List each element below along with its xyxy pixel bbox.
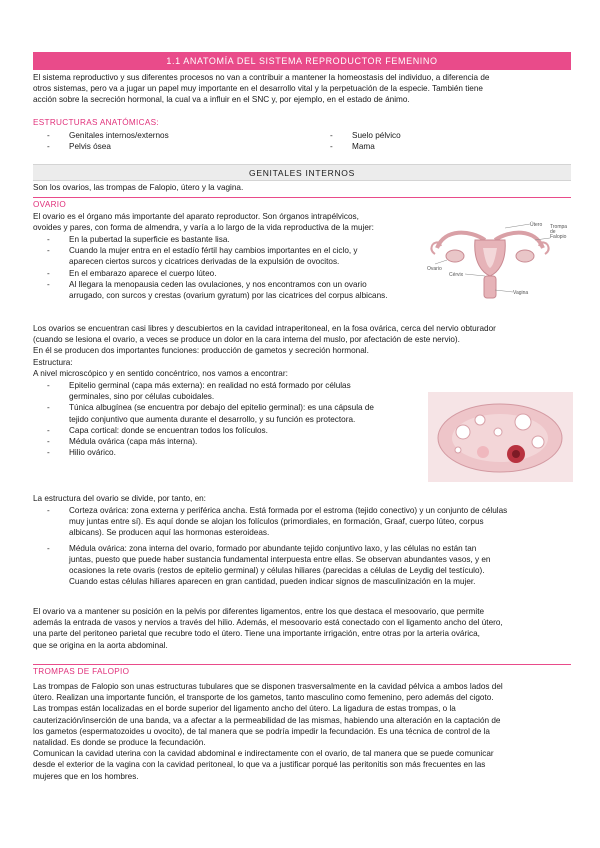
ovario-fixation [33, 606, 578, 651]
label-utero: Útero [530, 222, 543, 228]
estructuras-list-right [316, 130, 556, 152]
uterus-illustration [425, 218, 575, 302]
estructuras-list-left [33, 130, 293, 152]
text-line: El ovario va a mantener su posición en la pelvis por diferentes ligamentos, entre los que destaca el mesoovario, que permite [33, 607, 485, 616]
trompas-heading: TROMPAS DE FALOPIO [33, 667, 130, 676]
label-cervix: Cérvix [449, 272, 464, 278]
text-line: Comunican la cavidad uterina con la cavidad abdominal e indirectamente con el ovario, de tal manera que se puede comunicar [33, 749, 494, 759]
section-title: 1.1 ANATOMÍA DEL SISTEMA REPRODUCTOR FEMENINO [166, 56, 438, 66]
text-line: Estructura: [33, 357, 73, 367]
list-item: - Médula ovárica (capa más interna). [33, 436, 433, 447]
list-item: - Suelo pélvico [316, 130, 556, 141]
text-line: además la entrada de vasos y nervios a través del hilio. Además, el mesoovario está conectado con el ligamento ancho del útero, [33, 618, 503, 628]
divider-line [33, 664, 571, 665]
text-line: Los ovarios se encuentran casi libres y descubiertos en la cavidad intraperitoneal, en la fosa ovárica, cerca del nervio obturador [33, 324, 496, 333]
label-vagina: Vagina [513, 290, 529, 296]
ovario-micro-bullets [33, 380, 433, 458]
text-line: los gametos (espermatozoides u ovocito), de tal manera que se podría impedir la fecundación. Es una técnica de control de la [33, 726, 490, 736]
ovario-life-bullets [33, 234, 433, 301]
text-line: útero. Realizan una importante función, el transporte de los gametos, tanto masculino como femenino, pero además del cigoto. [33, 693, 494, 703]
list-item: - Al llegara la menopausia ceden las ovulaciones, y nos encontramos con un ovario arrugado, con surcos y crestas (ovarium gyratum) por las cicatrices del corpus albicans. [33, 279, 433, 301]
text-line: que se origina en la aorta abdominal. [33, 640, 168, 650]
list-item: - Genitales internos/externos [33, 130, 293, 141]
list-item: - Hilio ovárico. [33, 447, 433, 458]
section-title-bar [33, 52, 571, 70]
text-line: (cuando se lesiona el ovario, a veces se produce un dolor en la cara interna del muslo, por afectación de este nervio). [33, 335, 460, 345]
genitales-heading: GENITALES INTERNOS [249, 167, 355, 178]
intro-line: El sistema reproductivo y sus diferentes procesos no van a contribuir a mantener la homeostasis del individuo, a diferencia de [33, 73, 490, 82]
genitales-heading-bar [33, 164, 571, 181]
intro-line: acción sobre la secreción hormonal, la cual va a influir en el SNC y, por ejemplo, en el estado de ánimo. [33, 95, 410, 105]
ovario-intro [33, 211, 428, 233]
ovary-illustration [428, 392, 573, 482]
ovario-paragraph [33, 323, 573, 379]
text-line: ovoides y pares, con forma de almendra, y varía a lo largo de la vida reproductiva de la mujer: [33, 223, 374, 233]
divider-line [33, 197, 571, 198]
label-ovario: Ovario [427, 266, 442, 272]
text-line: una parte del peritoneo parietal que recubre todo el útero. Tiene una importante irrigación, entre otras por la arteria ovárica, [33, 629, 480, 639]
intro-paragraph [33, 72, 573, 106]
intro-line: otros sistemas, pero va a jugar un papel muy importante en el desarrollo vital y la perpetuación de la especie. También tiene [33, 84, 483, 94]
list-item: - Corteza ovárica: zona externa y periférica ancha. Está formada por el estroma (tejido conectivo) y un conjunto de células muy juntas entre sí). Es aquí donde se alojan los folículos (primordiales, en formación, Graaf, cuerpo lúteo, corpus albicans). Se producen aquí las hormonas esteroideas. [33, 505, 578, 539]
text-line: natalidad. Es donde se produce la fecundación. [33, 738, 206, 748]
list-item: - En la pubertad la superficie es bastante lisa. [33, 234, 433, 245]
list-item: - Epitelio germinal (capa más externa): en realidad no está formado por células germinales, sino por células cuboidales. [33, 380, 433, 402]
list-item: - Médula ovárica: zona interna del ovario, formado por abundante tejido conjuntivo laxo, y las células no están tan juntas, puesto que puede haber sustancia fundamental interpuesta entre ellas. Se observan abundantes vasos, y en ocasiones la rete ovaris (restos de epitelio germinal) y células hiliares (parecidas a células de Leydig del testículo). Cuando estas células hiliares aparecen en gran cantidad, pueden indicar signos de masculinización en la mujer. [33, 543, 578, 588]
genitales-text: Son los ovarios, las trompas de Falopio, útero y la vagina. [33, 183, 244, 192]
text-line: cauterización/inserción de una banda, va a afectar a la permeabilidad de las mismas, habiendo una alteración en la captación de [33, 715, 501, 725]
list-item: - Cuando la mujer entra en el estadío fértil hay cambios importantes en el ciclo, y aparecen ciertos surcos y cicatrices derivadas de la expulsión de ovocitos. [33, 245, 433, 267]
text-line: Las trompas de Falopio son unas estructuras tubulares que se disponen trasversalmente en la cavidad pélvica a ambos lados del [33, 682, 503, 691]
list-item: - Mama [316, 141, 556, 152]
text-line: En él se producen dos importantes funciones: producción de gametos y secreción hormonal. [33, 346, 369, 356]
text-line: Las trompas están localizadas en el borde superior del ligamento ancho del útero. La ligadura de estas trompas, o la [33, 704, 456, 714]
text-line: El ovario es el órgano más importante del aparato reproductor. Son órganos intrapélvicos, [33, 212, 359, 221]
estructuras-heading: ESTRUCTURAS ANATÓMICAS: [33, 118, 159, 127]
list-item: - Pelvis ósea [33, 141, 293, 152]
trompas-paragraph [33, 681, 578, 782]
ovario-heading: OVARIO [33, 200, 67, 209]
text-line: A nivel microscópico y en sentido concéntrico, nos vamos a encontrar: [33, 368, 288, 378]
label-trompa: Trompa de Falopio [550, 224, 568, 240]
text-line: desde el exterior de la vagina con la cavidad peritoneal, lo que va a justificar porqué las peritonitis son más frecuentes en las [33, 760, 486, 770]
text-line: mujeres que en los hombres. [33, 771, 139, 781]
list-item: - Túnica albugínea (se encuentra por debajo del epitelio germinal): es una cápsula de tejido conjuntivo que aumenta durante el desarrollo, y su función es protectora. [33, 402, 433, 424]
list-item: - Capa cortical: donde se encuentran todos los folículos. [33, 425, 433, 436]
ovario-divide-bullets [33, 505, 578, 587]
divide-text: La estructura del ovario se divide, por tanto, en: [33, 494, 206, 503]
list-item: - En el embarazo aparece el cuerpo lúteo. [33, 268, 433, 279]
